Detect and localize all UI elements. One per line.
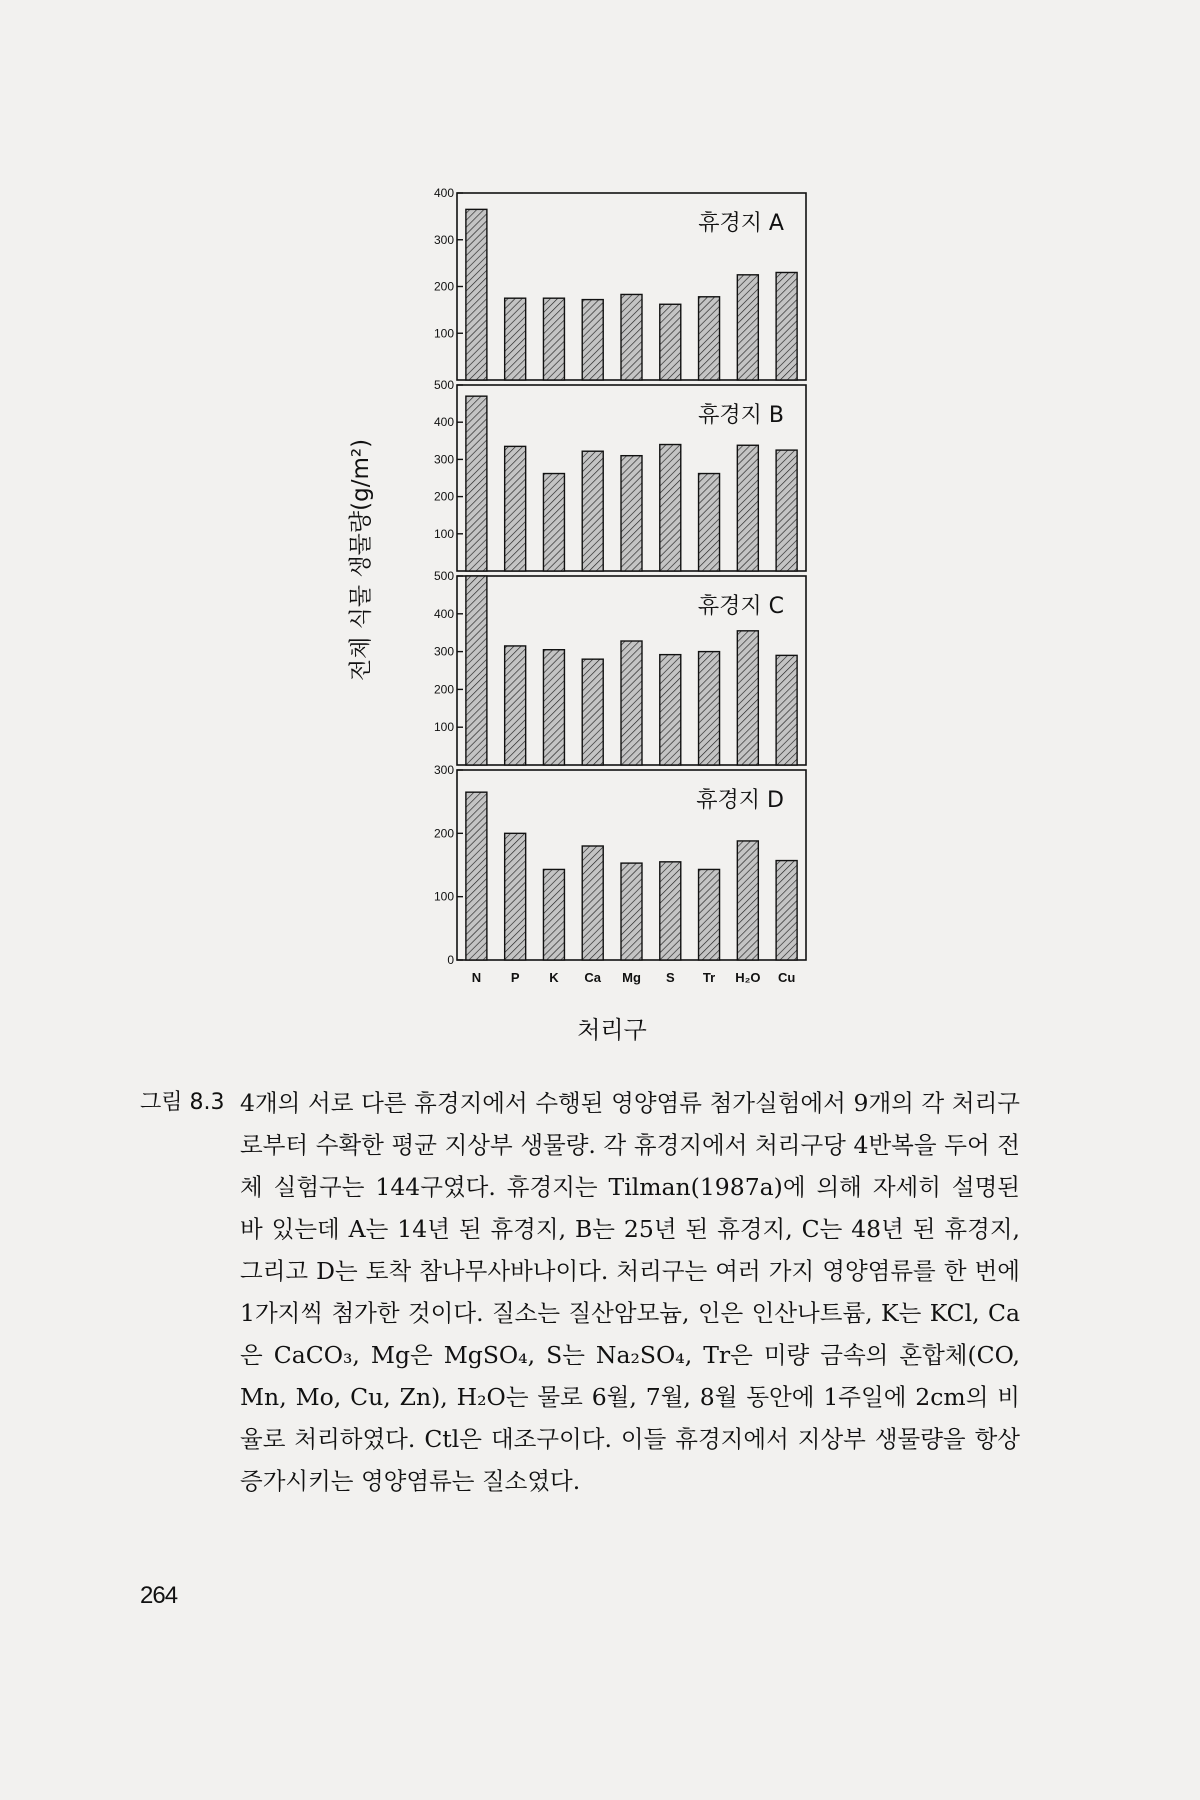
bar-Ctl xyxy=(776,450,797,571)
bar-H₂O xyxy=(737,275,758,380)
x-tick-label: Mg xyxy=(622,970,641,985)
caption-label: 그림 8.3 xyxy=(140,1090,225,1115)
bar-Ca xyxy=(582,846,603,960)
y-tick-label: 200 xyxy=(433,826,454,841)
bar-Mg xyxy=(621,294,642,380)
bar-S xyxy=(660,445,681,571)
x-tick-label: N xyxy=(471,970,482,985)
x-tick-label: S xyxy=(665,970,675,985)
bar-N xyxy=(466,396,487,571)
y-tick-label: 300 xyxy=(433,763,454,777)
bar-H₂O xyxy=(737,631,758,765)
chart-panel-1 xyxy=(434,186,806,380)
bar-S xyxy=(660,655,681,765)
y-tick-label: 400 xyxy=(433,606,454,621)
y-tick-label: 100 xyxy=(433,720,454,735)
bar-Tr xyxy=(699,474,720,571)
bar-Ctl xyxy=(776,655,797,765)
chart-panel-2 xyxy=(434,378,806,571)
bar-Ca xyxy=(582,300,603,380)
bar-P xyxy=(505,646,526,765)
y-tick-label: 500 xyxy=(433,569,454,583)
category-axis xyxy=(472,970,796,985)
chart-panel-4 xyxy=(434,763,806,967)
y-tick-label: 200 xyxy=(433,279,454,294)
bar-Tr xyxy=(699,652,720,765)
bar-N xyxy=(466,792,487,960)
x-tick-label: Tr xyxy=(702,970,716,985)
y-tick-label: 100 xyxy=(433,326,454,341)
bar-Tr xyxy=(699,869,720,960)
bar-Mg xyxy=(621,863,642,960)
y-tick-label: 300 xyxy=(433,644,454,659)
bar-S xyxy=(660,304,681,380)
panel-title: 휴경지 C xyxy=(697,594,784,619)
y-tick-label: 100 xyxy=(433,889,454,904)
bar-Ca xyxy=(582,659,603,765)
x-tick-label: P xyxy=(510,970,520,985)
caption-text: 4개의 서로 다른 휴경지에서 수행된 영양염류 첨가실험에서 9개의 각 처리구로부터 수확한 평균 지상부 생물량. 각 휴경지에서 처리구당 4반복을 두어 전체 실험구는 144구였다. 휴경지는 Tilman(1987a)에 의해 자세히 설명된 바 있는데 A는 14년 된 휴경지, B는 25년 된 휴경지, C는 48년 된 휴경지, 그리고 D는 토착 참나무사바나이다. 처리구는 여러 가지 영양염류를 한 번에 1가지씩 첨가한 것이다. 질소는 질산암모늄, 인은 인산나트륨, K는 KCl, Ca은 CaCO₃, Mg은 MgSO₄, S는 Na₂SO₄, Tr은 미량 금속의 혼합체(CO, Mn, Mo, Cu, Zn), H₂O는 물로 6월, 7월, 8월 동안에 1주일에 2cm의 비율로 처리하였다. Ctl은 대조구이다. 이들 휴경지에서 지상부 생물량을 항상 증가시키는 영양염류는 질소였다. xyxy=(240,1089,1020,1495)
x-axis-label: 처리구 xyxy=(577,1016,647,1044)
panel-title: 휴경지 A xyxy=(698,211,784,236)
bar-Mg xyxy=(621,456,642,571)
page-number: 264 xyxy=(140,1582,178,1609)
y-tick-label: 300 xyxy=(433,232,454,247)
chart-panels xyxy=(434,186,806,967)
y-tick-label: 400 xyxy=(433,415,454,430)
bar-S xyxy=(660,862,681,960)
bar-P xyxy=(505,446,526,571)
bar-Ca xyxy=(582,451,603,571)
y-tick-label: 200 xyxy=(433,489,454,504)
y-tick-label: 300 xyxy=(433,452,454,467)
figure-caption xyxy=(140,1082,1020,1502)
panel-title: 휴경지 B xyxy=(698,403,784,428)
bar-K xyxy=(543,869,564,960)
bar-K xyxy=(543,650,564,765)
bar-Ctl xyxy=(776,861,797,960)
bar-N xyxy=(466,209,487,380)
chart-panel-3 xyxy=(434,569,806,765)
bar-H₂O xyxy=(737,841,758,960)
y-tick-label: 0 xyxy=(447,953,454,967)
y-tick-label: 200 xyxy=(433,682,454,697)
y-tick-label: 100 xyxy=(433,526,454,541)
bar-Ctl xyxy=(776,272,797,380)
y-tick-label: 500 xyxy=(433,378,454,392)
x-tick-label: K xyxy=(549,970,559,985)
y-tick-label: 400 xyxy=(433,186,454,200)
y-axis-label: 전체 식물 생물량(g/m²) xyxy=(348,438,374,682)
bar-Mg xyxy=(621,641,642,765)
bar-H₂O xyxy=(737,445,758,571)
bar-Tr xyxy=(699,297,720,380)
bar-K xyxy=(543,474,564,571)
panel-title: 휴경지 D xyxy=(696,788,784,813)
bar-P xyxy=(505,833,526,960)
x-tick-label: H₂O xyxy=(735,970,761,985)
bar-P xyxy=(505,298,526,380)
x-tick-label: Cu xyxy=(777,970,796,985)
bar-K xyxy=(543,298,564,380)
x-tick-label: Ca xyxy=(584,970,602,985)
bar-N xyxy=(466,576,487,765)
